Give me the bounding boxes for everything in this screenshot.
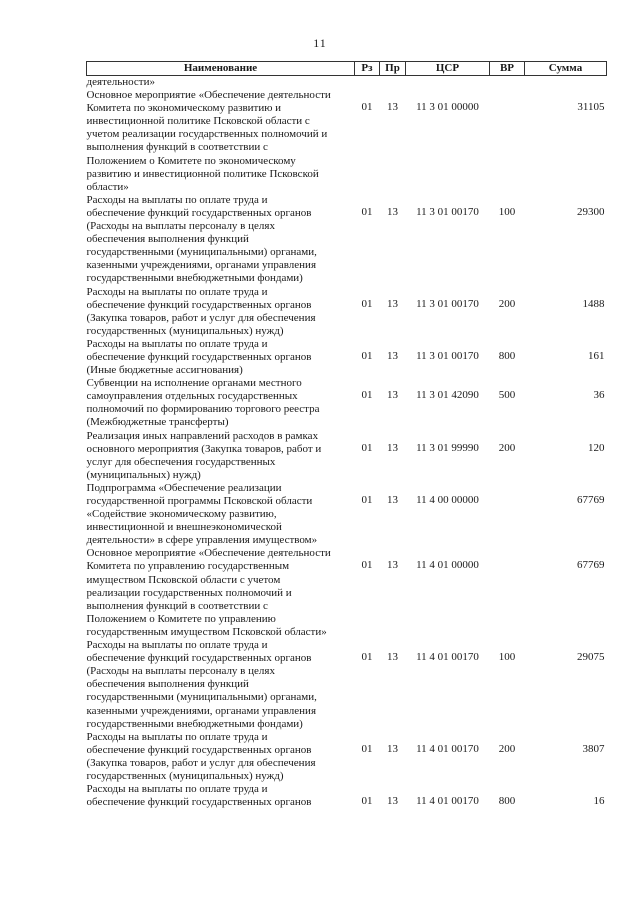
row-name (87, 731, 355, 783)
table-row (87, 338, 607, 377)
row-name (87, 639, 355, 731)
row-pr: 13 (387, 493, 398, 506)
row-sum: 1488 (582, 297, 605, 310)
budget-table (86, 61, 607, 809)
row-name-line: учетом реализации государственных полномочий и (86, 128, 328, 141)
row-name-line: (Закупка товаров, работ и услуг для обеспечения (86, 311, 316, 324)
row-name-line: обеспечение функций государственных органов (86, 743, 312, 756)
row-name-line: государственной программы Псковской области (86, 495, 313, 507)
row-csr: 11 3 01 00170 (416, 349, 479, 362)
row-sum: 161 (588, 349, 605, 362)
row-name-line: деятельности» (86, 76, 155, 88)
row-name (87, 89, 355, 194)
row-name-line: Расходы на выплаты по оплате труда и (86, 337, 268, 350)
row-rz: 01 (361, 742, 373, 755)
row-csr: 11 3 01 00170 (416, 205, 479, 218)
row-sum: 31105 (577, 101, 605, 114)
row-name-line: деятельности» в сфере управления имуществом» (86, 534, 318, 547)
row-vr: 100 (498, 205, 516, 218)
row-name-line: казенными учреждениями, органами управления (86, 704, 317, 717)
row-name-line: обеспечение функций государственных органов (86, 298, 312, 311)
row-name-line: Расходы на выплаты по оплате труда и (86, 285, 268, 298)
row-sum: 16 (593, 795, 605, 808)
row-rz: 01 (361, 389, 373, 402)
row-pr: 13 (387, 742, 398, 755)
row-name-line: «Содействие экономическому развитию, (86, 508, 277, 521)
table-row (87, 783, 607, 809)
row-name-line: реализации государственных полномочий и (86, 586, 292, 599)
row-csr: 11 3 01 42090 (416, 389, 479, 402)
row-name (87, 338, 355, 377)
row-name-line: Положением о Комитете по экономическому (86, 154, 296, 167)
row-name (87, 76, 355, 90)
row-csr (406, 76, 490, 90)
table-row (87, 731, 607, 783)
row-pr (380, 76, 406, 90)
row-rz: 01 (361, 297, 373, 310)
row-csr: 11 4 01 00000 (416, 559, 479, 572)
row-name-line: обеспечение функций государственных органов (86, 206, 312, 219)
row-csr: 11 4 01 00170 (416, 795, 479, 808)
row-name (87, 783, 355, 809)
row-name-line: Комитета по управлению государственным (86, 560, 290, 573)
row-vr: 200 (498, 742, 516, 755)
row-name-line: инвестиционной политике Псковской области с (86, 115, 310, 128)
row-name-line: полномочий по формированию торгового реестра (86, 403, 320, 416)
row-sum: 120 (588, 441, 605, 454)
row-name-line: Расходы на выплаты по оплате труда и (86, 639, 268, 652)
row-vr (490, 76, 525, 90)
row-name (87, 430, 355, 482)
row-sum: 67769 (577, 559, 605, 572)
table-row (87, 286, 607, 338)
row-name-line: Расходы на выплаты по оплате труда и (86, 730, 268, 743)
row-name (87, 482, 355, 547)
row-csr: 11 4 01 00170 (416, 651, 479, 664)
row-rz: 01 (361, 651, 373, 664)
row-name-line: самоуправления отдельных государственных (86, 390, 298, 403)
table-row (87, 430, 607, 482)
row-rz: 01 (361, 559, 373, 572)
row-name-line: услуг для обеспечения государственных (86, 455, 276, 468)
row-name-line: Расходы на выплаты по оплате труда и (86, 193, 268, 206)
row-vr: 500 (498, 389, 516, 402)
row-pr: 13 (387, 297, 398, 310)
row-csr: 11 3 01 99990 (416, 441, 479, 454)
row-csr: 11 3 01 00170 (416, 297, 479, 310)
row-rz: 01 (361, 493, 373, 506)
table-row (87, 377, 607, 429)
row-vr: 800 (498, 795, 516, 808)
row-rz: 01 (361, 205, 373, 218)
table-row (87, 482, 607, 547)
page-number: 11 (313, 36, 327, 50)
row-name-line: инвестиционной и внешнеэкономической (86, 521, 282, 534)
row-pr: 13 (387, 559, 398, 572)
row-sum (525, 76, 607, 90)
table-header-row (87, 62, 607, 76)
row-name-line: Основное мероприятие «Обеспечение деятельности (86, 89, 331, 102)
header-name: Наименование (87, 62, 355, 76)
row-name-line: государственных (муниципальных) нужд) (86, 324, 284, 337)
row-vr: 100 (498, 651, 516, 664)
row-name-line: государственными (муниципальными) органами, (86, 691, 317, 704)
row-pr: 13 (387, 651, 398, 664)
row-pr: 13 (387, 205, 398, 218)
row-name-line: казенными учреждениями, органами управления (86, 259, 317, 272)
row-name-line: развитию и инвестиционной политике Псковской (86, 167, 319, 180)
row-name-line: (Закупка товаров, работ и услуг для обеспечения (86, 756, 316, 769)
row-name-line: государственными (муниципальными) органами, (86, 246, 317, 259)
row-pr: 13 (387, 389, 398, 402)
row-name-line: (муниципальных) нужд) (86, 468, 201, 481)
row-vr: 800 (498, 349, 516, 362)
row-csr: 11 4 01 00170 (416, 742, 479, 755)
row-name-line: обеспечения выполнения функций (86, 678, 249, 691)
table-row (87, 89, 607, 194)
row-name-line: Основное мероприятие «Обеспечение деятельности (86, 547, 331, 560)
row-pr: 13 (387, 441, 398, 454)
row-name-line: обеспечения выполнения функций (86, 233, 249, 246)
row-name-line: Подпрограмма «Обеспечение реализации (86, 481, 282, 494)
row-name-line: Субвенции на исполнение органами местного (86, 377, 302, 390)
row-pr: 13 (387, 101, 398, 114)
row-csr: 11 3 01 00000 (416, 101, 479, 114)
row-name (87, 194, 355, 286)
row-name-line: государственными внебюджетными фондами) (86, 272, 303, 285)
row-sum: 36 (593, 389, 605, 402)
row-sum: 67769 (577, 493, 605, 506)
row-name-line: (Расходы на выплаты персоналу в целях (86, 220, 275, 233)
row-name-line: (Иные бюджетные ассигнования) (86, 364, 243, 377)
row-name-line: обеспечение функций государственных органов (86, 796, 312, 809)
row-name-line: Расходы на выплаты по оплате труда и (86, 783, 268, 796)
row-sum: 29300 (577, 205, 605, 218)
row-name (87, 547, 355, 639)
row-vr (490, 547, 525, 639)
row-name-line: государственных (муниципальных) нужд) (86, 769, 284, 782)
table-row (87, 194, 607, 286)
row-name-line: выполнения функций в соответствии с (86, 141, 268, 154)
row-rz: 01 (361, 349, 373, 362)
row-name (87, 286, 355, 338)
row-name-line: государственными внебюджетными фондами) (86, 717, 303, 730)
row-name-line: обеспечение функций государственных органов (86, 350, 312, 363)
row-sum: 3807 (582, 742, 605, 755)
row-name-line: Комитета по экономическому развитию и (86, 102, 282, 115)
row-vr: 200 (498, 297, 516, 310)
header-vr: ВР (490, 62, 525, 76)
header-sum: Сумма (525, 62, 607, 76)
row-name (87, 377, 355, 429)
table-row (87, 76, 607, 90)
row-name-line: имуществом Псковской области с учетом (86, 573, 281, 586)
row-name-line: (Межбюджетные трансферты) (86, 416, 229, 429)
row-name-line: государственным имуществом Псковской области» (86, 625, 327, 638)
row-name-line: обеспечение функций государственных органов (86, 652, 312, 665)
row-name-line: области» (86, 180, 129, 193)
header-csr: ЦСР (406, 62, 490, 76)
row-rz: 01 (361, 441, 373, 454)
row-name-line: выполнения функций в соответствии с (86, 599, 268, 612)
row-sum: 29075 (577, 651, 605, 664)
row-csr: 11 4 00 00000 (416, 493, 479, 506)
row-pr: 13 (387, 349, 398, 362)
row-name-line: Реализация иных направлений расходов в рамках (86, 429, 319, 442)
row-vr (490, 89, 525, 194)
row-pr: 13 (387, 795, 398, 808)
table-body (87, 76, 607, 810)
row-rz: 01 (361, 101, 373, 114)
row-vr (490, 482, 525, 547)
row-name-line: основного мероприятия (Закупка товаров, работ и (86, 442, 322, 455)
table-row (87, 639, 607, 731)
row-name-line: (Расходы на выплаты персоналу в целях (86, 665, 275, 678)
row-name-line: Положением о Комитете по управлению (86, 612, 276, 625)
header-pr: Пр (380, 62, 406, 76)
header-rz: Рз (355, 62, 380, 76)
row-rz: 01 (361, 795, 373, 808)
table-row (87, 547, 607, 639)
row-rz (355, 76, 380, 90)
row-vr: 200 (498, 441, 516, 454)
